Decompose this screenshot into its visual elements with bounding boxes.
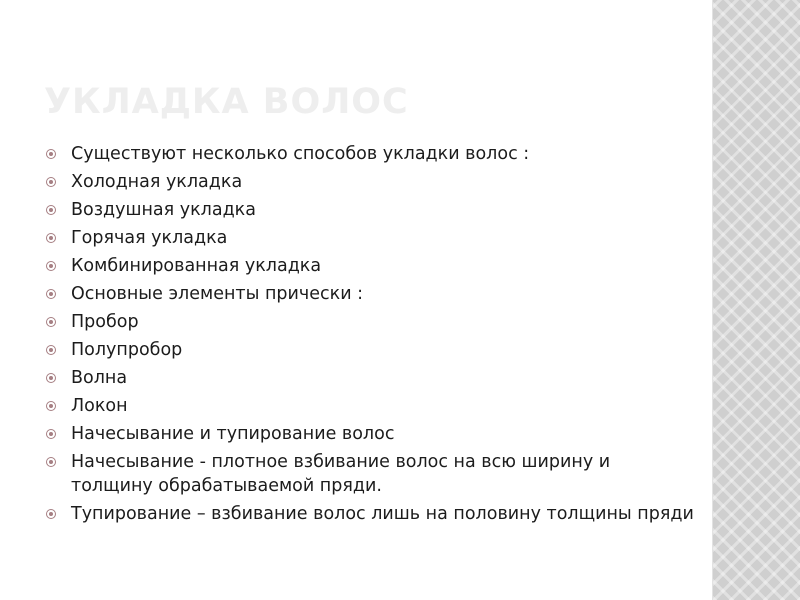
bullet-text: Тупирование – взбивание волос лишь на половину толщины пряди [71,504,694,524]
circle-bullet-icon [46,177,56,187]
bullet-text: Воздушная укладка [71,200,256,220]
bullet-item [46,394,696,418]
bullet-text: Полупробор [71,340,183,360]
bullet-item [46,282,696,306]
bullet-item [46,310,696,334]
circle-bullet-icon [46,289,56,299]
bullet-text: Существуют несколько способов укладки волос : [71,144,530,164]
bullet-item [46,226,696,250]
bullet-item [46,338,696,362]
bullet-text: Начесывание и тупирование волос [71,424,395,444]
circle-bullet-icon [46,429,56,439]
circle-bullet-icon [46,205,56,215]
bullet-text: Волна [71,368,128,388]
bullet-text: Холодная укладка [71,172,243,192]
circle-bullet-icon [46,261,56,271]
circle-bullet-icon [46,373,56,383]
bullet-item [46,254,696,278]
bullet-text: Горячая укладка [71,228,228,248]
bullet-item [46,170,696,194]
bullet-text: Локон [71,396,128,416]
slide-title: УКЛАДКА ВОЛОС [44,82,409,122]
circle-bullet-icon [46,345,56,355]
circle-bullet-icon [46,457,56,467]
circle-bullet-icon [46,509,56,519]
bullet-item [46,502,696,526]
bullet-list [46,142,696,530]
bullet-item [46,142,696,166]
bullet-text: Пробор [71,312,139,332]
circle-bullet-icon [46,149,56,159]
bullet-text: Основные элементы прически : [71,284,364,304]
bullet-item [46,450,696,498]
bullet-item [46,422,696,446]
circle-bullet-icon [46,317,56,327]
bullet-text: Начесывание - плотное взбивание волос на всю ширину и толщину обрабатываемой пряди. [71,452,611,496]
bullet-item [46,366,696,390]
circle-bullet-icon [46,401,56,411]
bullet-text: Комбинированная укладка [71,256,322,276]
circle-bullet-icon [46,233,56,243]
decorative-side-panel [712,0,800,600]
bullet-item [46,198,696,222]
